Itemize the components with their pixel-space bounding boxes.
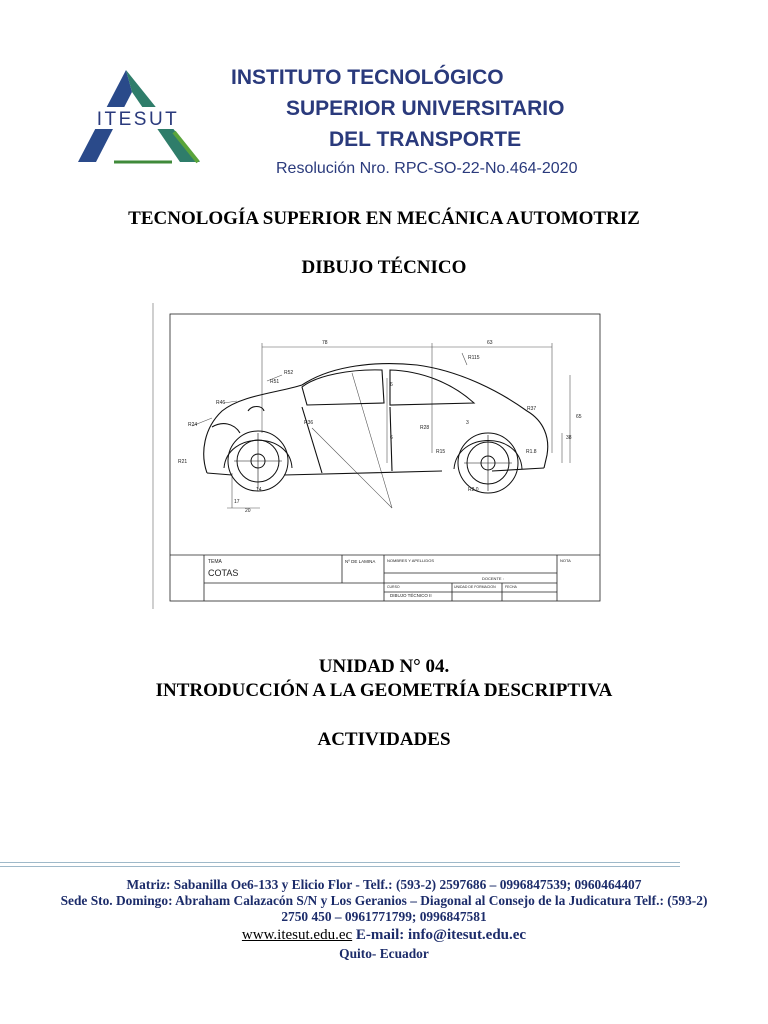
dim-label: R21 [178,459,188,465]
footer-address-branch: Sede Sto. Domingo: Abraham Calazacón S/N y Los Geranios – Diagonal al Consejo de la Judicatura Telf.: (593-2) [60,893,708,908]
dim-label: 65 [576,414,582,420]
tema-value: COTAS [208,568,239,578]
dim-label: R37 [527,406,537,412]
dim-label: 38 [566,435,572,441]
lamina-label: Nº DE LAMINA [345,559,376,564]
logo-text: ITESUT [96,109,180,130]
dim-label: 6 [390,382,393,388]
footer-address-main: Matriz: Sabanilla Oe6-133 y Elicio Flor - Telf.: (593-2) 2597686 – 0996847539; 0960464407 [126,877,642,892]
curso-value: DIBUJO TÉCNICO II [390,593,432,598]
dim-label: 3 [466,420,469,426]
footer-phones: 2750 450 – 0961771799; 0996847581 [281,909,487,924]
itesut-logo [74,68,202,168]
dim-label: R52 [284,370,294,376]
dim-label: R2.0 [468,487,479,493]
fecha-label: FECHA [505,585,517,589]
dim-label: R36 [304,420,314,426]
dim-label: R24 [188,422,198,428]
institution-line-3: DEL TRANSPORTE [329,128,522,151]
nombres-label: NOMBRES Y APELLIDOS [387,558,434,563]
dim-label: 20 [245,508,251,514]
car-technical-drawing [152,303,604,609]
dim-label: R28 [420,425,430,431]
footer-rule [0,862,680,863]
institution-line-1: INSTITUTO TECNOLÓGICO [231,66,504,89]
tema-label: TEMA [208,559,222,565]
footer-city: Quito- Ecuador [339,946,429,961]
footer-contact [0,927,768,944]
email-link[interactable]: E-mail: info@itesut.edu.ec [355,927,527,943]
nota-label: NOTA [560,558,571,563]
resolution-number: Resolución Nro. RPC-SO-22-No.464-2020 [276,160,578,177]
docente-label: DOCENTE : [482,576,504,581]
unit-number: UNIDAD N° 04. [318,656,450,677]
subject-title: DIBUJO TÉCNICO [301,257,467,278]
dim-label: 6 [390,435,393,441]
dim-label: 78 [322,340,328,346]
dim-label: R15 [436,449,446,455]
dim-label: 14 [256,487,262,493]
footer-rule [0,866,680,867]
program-title: TECNOLOGÍA SUPERIOR EN MECÁNICA AUTOMOTRIZ [128,208,640,229]
dim-label: R51 [270,379,280,385]
website-link[interactable]: www.itesut.edu.ec [241,927,353,943]
institution-line-2: SUPERIOR UNIVERSITARIO [286,97,565,120]
dim-label: R115 [468,355,480,361]
dim-label: 17 [234,499,240,505]
activities-heading: ACTIVIDADES [317,729,451,750]
unit-title: INTRODUCCIÓN A LA GEOMETRÍA DESCRIPTIVA [155,680,613,701]
unidad-label: UNIDAD DE FORMACION [454,585,496,589]
dim-label: R1.8 [526,449,537,455]
dim-label: R46 [216,400,226,406]
curso-label: CURSO [387,585,400,589]
dim-label: 63 [487,340,493,346]
